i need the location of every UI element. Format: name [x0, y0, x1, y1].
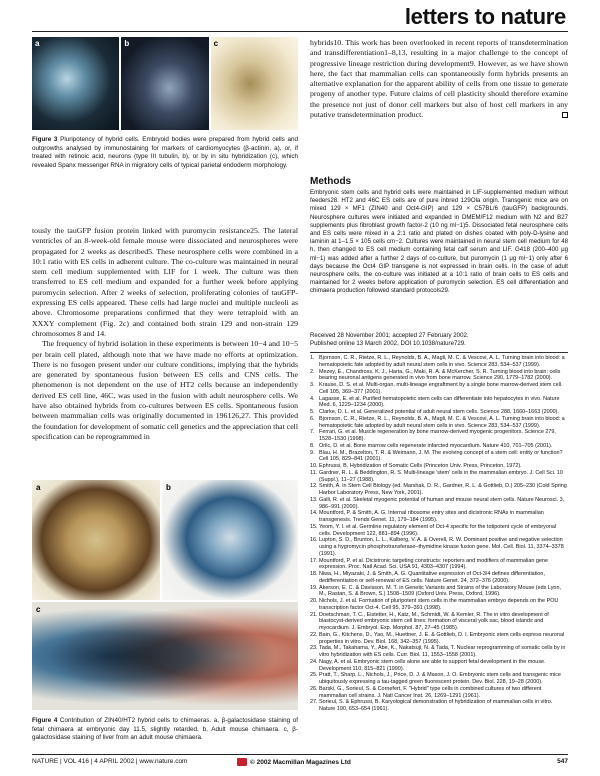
journal-citation: NATURE | VOL 416 | 4 APRIL 2002 | www.nature.com	[32, 758, 188, 765]
figure-3-panels	[32, 37, 298, 130]
reference-item	[310, 645, 568, 659]
reference-number: 16.	[310, 537, 318, 544]
figure-3-panel-b-micrograph	[121, 37, 208, 130]
panel-label: b	[124, 39, 130, 48]
reference-text: Ephrussi, B. Hybridization of Somatic Cells (Princeton Univ. Press, Princeton, 1972).	[319, 463, 522, 469]
publication-dates	[310, 332, 568, 348]
reference-number: 3.	[310, 382, 315, 388]
figure-4-caption-label: Figure 4	[32, 717, 58, 724]
reference-text: Krause, D. S. et al. Multi-organ, multi-lineage engraftment by a single bone marrow-derived stem cell. Cell 105, 369–377 (2001).	[319, 382, 563, 395]
reference-item	[310, 416, 568, 430]
reference-number: 13.	[310, 496, 318, 503]
figure-4-panels	[32, 480, 298, 710]
methods-heading: Methods	[310, 176, 352, 187]
figure-3-caption-text: Pluripotency of hybrid cells. Embryoid bodies were prepared from hybrid cells and outgrowths analysed by immunostaining for markers of cardiomyocytes (β-actinin, a), or, if treated with retinoic acid, neurons (type III tubulin, b), or by in situ hybridization (c), which revealed Spanx messenger RNA in migratory cells of typical parietal endoderm morphology.	[32, 136, 299, 169]
reference-number: 15.	[310, 523, 318, 530]
reference-number: 12.	[310, 483, 318, 490]
reference-number: 26.	[310, 685, 318, 692]
figure-4-panel-c-liver-image	[32, 602, 298, 710]
reference-text: Lupton, S. D., Brunton, L. L., Kalberg, V. A. & Overell, R. W. Dominant positive and negative selection using a hygromycin phosphotransferase–thymidine kinase fusion gene. Mol. Cell. Biol. 11, 3374–3378 (1991).	[319, 537, 564, 557]
figure-3-panel-c-micrograph	[211, 37, 298, 130]
reference-number: 11.	[310, 469, 318, 476]
figure-4-caption-text: Contribution of ZIN40/HT2 hybrid cells to chimaeras. a, β-galactosidase staining of fetal chimaera at embryonic day 11.5, slightly retarded. b, Adult mouse chimaera. c, β-galactosidase staining of liver from an adult mouse chimaera.	[32, 717, 298, 742]
panel-label: c	[36, 605, 41, 614]
reference-item	[310, 524, 568, 538]
reference-item	[310, 396, 568, 410]
body-paragraph: hybrids10. This work has been overlooked in recent reports of transdetermination and transdifferentiation1–8,13, resulting in a major challenge to the concept of progressive lineage restriction during development9. However, as we have shown here, the fact that mammalian cells can spontaneously form hybrids presents an alternative explanation for the apparent ability of cells from one tissue to generate progeny of another type. Future claims of cell plasticity should therefore examine the presence not just of donor cell markers but also of host cell markers in any putative transdetermination product.	[310, 38, 568, 120]
reference-item	[310, 450, 568, 464]
figure-3-caption	[32, 136, 298, 170]
reference-number: 14.	[310, 510, 318, 517]
reference-item	[310, 571, 568, 585]
methods-text: Embryonic stem cells and hybrid cells were maintained in LIF-supplemented medium without feeders28. HT2 and 46C ES cells are of pure inbred 129Ola origin. Transgenic mice are on mixed 129 × MF1 (ZIN40 and Oct4-GIP) and 129 × C57BL/6 (tauGFP) backgrounds. Neurosphere cultures were initiated and expanded in DMEM/F12 medium with N2 and B27 supplements plus fibroblast growth factor-2 (10 ng ml−1)5. Dissociated fetal neurosphere cells and ES cells were mixed in a 2:1 ratio and plated on dishes coated with poly-D-lysine and laminin at 1–1.5 × 105 cells cm−2. Cultures were maintained in neural stem cell medium for 48 h, then changed to ES cell medium containing fetal calf serum and LIF. G418 (200–400 μg ml−1) was added after a further 2 days of co-culture, but puromycin (1 μg ml−1) only after 6 days because the Oct4 GIP transgene is not expressed in brain cells. In the case of adult neurosphere cells, the co-culture was initiated at a 10:1 ratio of brain cells to ES cells and maintained for 2 weeks before application of puromycin selection. ES cell differentiation and chimaera production followed standard protocols29.	[310, 189, 568, 295]
body-paragraph: tously the tauGFP fusion protein linked with puromycin resistance25. The lateral ventricles of an 8-week-old female mouse were dissociated and neurospheres were propagated for 2 weeks as described5. These neurosphere cells were combined in a 10:1 ratio with ES cells in adherent culture. The co-culture was maintained in neural stem cell medium supplemented with LIF for 1 week. The culture was then transferred to ES cell medium and expanded for a further week before applying puromycin selection. After 2 weeks of selection, proliferating colonies of tauGFP-expressing ES cells appeared. These cells had large nuclei and multiple nucleoli as above. Chromosome preparations confirmed that they were tetraploid with an XXXY complement (Fig. 2c) and contained both strain 129 and non-strain 129 chromosomes 8 and 14.	[32, 226, 298, 338]
reference-text: Bain, G., Kitchens, D., Yao, M., Huettner, J. E. & Gottlieb, D. I. Embryonic stem cells express neuronal properties in vitro. Dev. Biol. 168, 342–357 (1995).	[319, 631, 565, 645]
figure-4-caption	[32, 717, 298, 743]
reference-item	[310, 483, 568, 497]
page-header	[0, 0, 600, 34]
panel-label: a	[35, 39, 40, 48]
references-list	[310, 355, 568, 747]
reference-number: 18.	[310, 571, 318, 577]
reference-item	[310, 409, 568, 416]
reference-number: 27.	[310, 699, 318, 706]
journal-section-title: letters to nature	[404, 4, 566, 29]
received-date: Received 28 November 2001; accepted 27 February 2002.	[310, 332, 469, 339]
reference-text: Smith, A. in Stem Cell Biology (ed. Marshak, D. R., Gardner, R. L. & Gottlieb, D.) 205–230 (Cold Spring Harbor Laboratory Press, New York, 2001).	[319, 483, 567, 496]
reference-number: 9.	[310, 449, 315, 456]
reference-number: 6.	[310, 415, 315, 422]
page-footer	[32, 758, 568, 770]
reference-text: Akerson, E. C. & Davisson, M. T. in Genetic Variants and Strains of the Laboratory Mouse (eds Lyon, M., Rastan, S. & Brown, S.) 1508–1509 (Oxford Univ. Press, Oxford, 1996).	[319, 584, 561, 598]
copyright-text: © 2002 Macmillan Magazines Ltd	[250, 758, 351, 766]
header-rule	[32, 31, 568, 32]
reference-text: Niwa, H., Miyazaki, J. & Smith, A. G. Quantitative expression of Oct-3/4 defines differentiation, dedifferentiation or self-renewal of ES cells. Nature Genet. 24, 372–376 (2000).	[319, 571, 545, 584]
reference-text: Nichols, J. et al. Formation of pluripotent stem cells in the mammalian embryo depends on the POU transcription factor Oct-4. Cell 95, 379–391 (1998).	[319, 598, 559, 611]
reference-text: Mountford, P. & Smith, A. G. Internal ribosome entry sites and dicistronic RNAs in mammalian transgenesis. Trends Genet. 11, 179–184 (1995).	[319, 510, 544, 523]
reference-item	[310, 699, 568, 713]
reference-number: 24.	[310, 658, 318, 665]
reference-text: Orlic, D. et al. Bone marrow cells regenerate infarcted myocardium. Nature 410, 701–705 (2001).	[319, 442, 553, 449]
reference-number: 23.	[310, 645, 318, 652]
reference-item	[310, 598, 568, 612]
figure-4-panel-a-embryo-image	[32, 480, 160, 600]
reference-item	[310, 443, 568, 450]
reference-item	[310, 429, 568, 443]
reference-text: Lagasse, E. et al. Purified hematopoietic stem cells can differentiate into hepatocytes in vivo. Nature Med. 6, 1229–1234 (2000).	[319, 395, 560, 409]
reference-text: Clarke, D. L. et al. Generalized potential of adult neural stem cells. Science 288, 1660–1663 (2000).	[319, 409, 559, 415]
reference-item	[310, 659, 568, 673]
reference-number: 4.	[310, 395, 315, 402]
panel-label: c	[213, 39, 219, 48]
figure-3-caption-label: Figure 3	[32, 136, 58, 143]
reference-item	[310, 686, 568, 700]
publisher-notice	[237, 758, 351, 766]
reference-text: Yeom, Y. I. et al. Germline regulatory element of Oct-4 specific for the totipotent cycle of embryonal cells. Development 122, 881–894 (1996).	[319, 523, 557, 537]
reference-text: Mezey, E., Chandross, K. J., Harta, G., Maki, R. A. & McKercher, S. R. Turning blood into brain: cells bearing neuronal antigens generated in vivo from bone marrow. Science 290, 1779–1782 (2000).	[319, 368, 561, 382]
references-rule	[310, 352, 568, 353]
reference-item	[310, 355, 568, 369]
reference-text: Pratt, T., Sharp, L., Nichols, J., Price, D. J. & Mason, J. O. Embryonic stem cells and transgenic mice ubiquitously expressing a tau-tagged green fluorescent protein. Dev. Biol. 228, 19–28 (2000).	[319, 672, 561, 685]
reference-item	[310, 510, 568, 524]
reference-number: 7.	[310, 429, 315, 436]
published-date: Published online 13 March 2002, DOI 10.1038/nature729.	[310, 340, 466, 348]
figure-3-panel-a-micrograph	[32, 37, 119, 130]
reference-text: Galli, R. et al. Skeletal myogenic potential of human and mouse neural stem cells. Nature Neurosci. 3, 986–991 (2000).	[319, 496, 565, 510]
panel-label: a	[36, 483, 41, 492]
reference-item	[310, 497, 568, 511]
macmillan-logo-icon	[237, 758, 247, 766]
reference-item	[310, 382, 568, 396]
panel-label: b	[166, 483, 171, 492]
reference-text: Nagy, A. et al. Embryonic stem cells alone are able to support fetal development in the mouse. Development 110, 815–821 (1990).	[319, 658, 546, 672]
reference-number: 20.	[310, 598, 318, 604]
figure-4-panel-b-mouse-image	[162, 480, 298, 600]
reference-number: 17.	[310, 557, 318, 564]
reference-number: 22.	[310, 631, 318, 638]
reference-text: Tada, M., Takahama, Y., Abe, K., Nakatsuji, N. & Tada, T. Nuclear reprogramming of somatic cells by in vitro hybridization with ES cells. Curr. Biol. 11, 1553–1558 (2001).	[319, 645, 566, 658]
reference-text: Doetschman, T. C., Eistetter, H., Katz, M., Schmidt, W. & Kemler, R. The in vitro development of blastocyst-derived embryonic stem cell lines: formation of visceral yolk sac, blood islands and myocardium. J. Embryol. Exp. Morphol. 87, 27–45 (1985).	[319, 611, 549, 631]
reference-number: 19.	[310, 584, 318, 591]
footer-rule	[32, 754, 568, 755]
reference-text: Bjornson, C. R., Rietze, R. L., Reynolds, B. A., Magli, M. C. & Vescovi, A. L. Turning brain into blood: a hematopoietic fate adopted by adult neural stem cells in vivo. Science 283, 534–537 (1999).	[319, 415, 565, 429]
reference-item	[310, 537, 568, 557]
reference-text: Mountford, P. et al. Dicistronic targeting constructs: reporters and modifiers of mammalian gene expression. Proc. Natl Acad. Sci. USA 91, 4303–4307 (1994).	[319, 557, 548, 571]
reference-number: 21.	[310, 611, 318, 618]
reference-text: Blau, H. M., Brazelton, T. R. & Weimann, J. M. The evolving concept of a stem cell: entity or function? Cell 105, 829–841 (2001).	[319, 449, 563, 463]
reference-item	[310, 612, 568, 632]
reference-number: 10.	[310, 463, 318, 469]
reference-item	[310, 470, 568, 484]
reference-item	[310, 369, 568, 383]
reference-item	[310, 585, 568, 599]
reference-number: 2.	[310, 368, 315, 375]
reference-text: Gardner, R. L. & Beddington, R. S. Multi-lineage 'stem' cells in the mammalian embryo. J. Cell Sci. 10 (Suppl.), 11–27 (1988).	[319, 469, 563, 483]
reference-item	[310, 558, 568, 572]
reference-text: Bjornson, C. R., Rietze, R. L., Reynolds, B. A., Magli, M. C. & Vescovi, A. L. Turning brain into blood: a hematopoietic fate adopted by adult neural stem cells in vivo. Science 283, 534–537 (1999).	[319, 355, 565, 368]
reference-item	[310, 463, 568, 470]
right-column-body	[310, 38, 568, 120]
reference-text: Sorieul, S. & Ephrussi, B. Karyological demonstration of hybridization of mammalian cells in vitro. Nature 190, 653–654 (1961).	[319, 699, 553, 712]
left-column-body	[32, 226, 298, 470]
reference-text: Barski, G., Sorieul, S. & Cornefert, F. "Hybrid" type cells in combined cultures of two different mammalian cell strains. J. Natl Cancer Inst. 26, 1269–1291 (1961).	[319, 685, 542, 699]
page-number: 547	[557, 758, 568, 765]
reference-number: 5.	[310, 409, 315, 415]
reference-item	[310, 672, 568, 686]
reference-number: 8.	[310, 442, 315, 449]
reference-text: Ferrari, G. et al. Muscle regeneration by bone marrow-derived myogenic progenitors. Science 279, 1528–1530 (1998).	[319, 429, 556, 442]
body-paragraph: The frequency of hybrid isolation in these experiments is between 10−4 and 10−5 per brain cell plated, although note that we have made no efforts at optimization. There is no fusogen present under our culture conditions, implying that the hybrids are generated by spontaneous fusion between ES cells and CNS cells. The phenomenon is not dependent on the use of HT2 cells because an independently derived ES cell line, 46C, was used in the fusion with adult neurosphere cells. We have also obtained hybrids from co-cultures between ES cells. Spontaneous fusion between mammalian cells was originally documented in 196126,27. This provided the foundation for development of somatic cell genetics and the appreciation that cell specification can be reprogrammed in	[32, 339, 298, 441]
reference-number: 1.	[310, 355, 315, 361]
reference-item	[310, 632, 568, 646]
reference-number: 25.	[310, 672, 318, 679]
end-of-text-square-icon	[562, 112, 568, 118]
